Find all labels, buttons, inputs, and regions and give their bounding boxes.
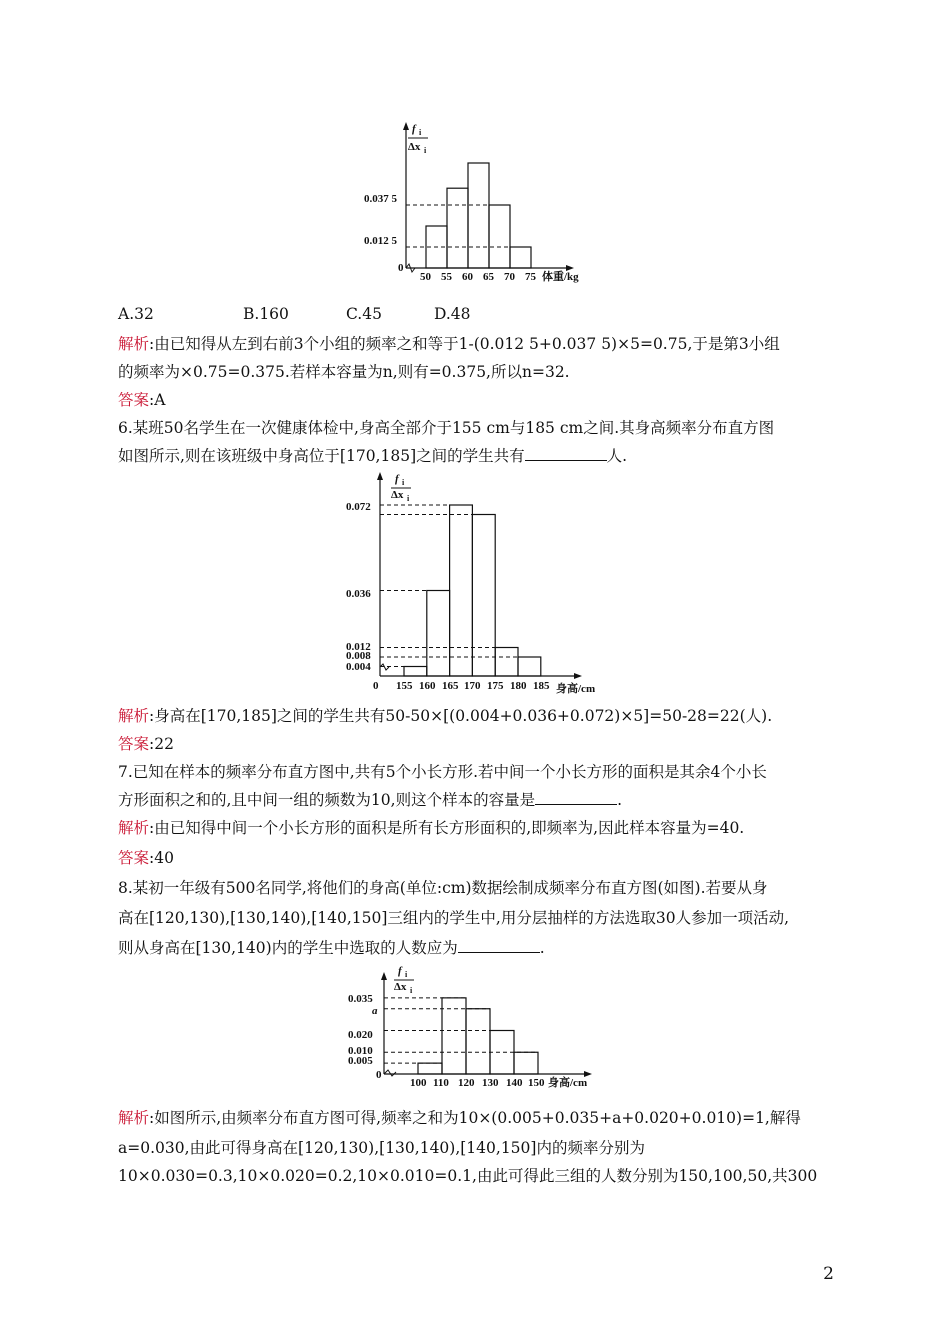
q7-answer [118,848,174,868]
x-tick-label: 170 [464,680,481,692]
option-c: C.45 [346,305,382,323]
x-axis-label: 体重/kg [542,271,579,283]
y-axis-label-sub: i [402,478,405,487]
question-text: . [539,939,545,957]
x-tick-label: 175 [487,680,504,692]
question-text: 某班50名学生在一次健康体检中,身高全部介于155 cm与185 cm之间.其身高频率分布直方图 [132,419,775,437]
solution-label: 解析 [118,707,150,725]
y-tick-label: 0.012 [346,641,371,653]
question-text: 某初一年级有500名同学,将他们的身高(单位:cm)数据绘制成频率分布直方图(如图).若要从身 [132,879,768,897]
y-axis-label-dx: Δx [408,141,421,153]
x-tick-label: 100 [410,1077,427,1089]
solution-text: :由已知得从左到右前3个小组的频率之和等于1-(0.012 5+0.037 5)×5=0.75,于是第3小组 [149,335,780,353]
y-axis-label-dx-sub: i [407,494,410,503]
histogram-bar [442,998,466,1074]
y-tick-label: 0.012 5 [364,235,397,247]
x-tick-label: 150 [528,1077,545,1089]
x-axis-label: 身高/cm [556,683,596,695]
height-histogram [340,470,620,698]
solution-text: :如图所示,由频率分布直方图可得,频率之和为10×(0.005+0.035+a+0.020+0.010)=1,解得 [149,1109,801,1127]
y-tick-label: 0.035 [348,993,373,1005]
x-axis-label: 身高/cm [548,1077,588,1089]
solution-label: 解析 [118,819,150,837]
answer-blank[interactable] [458,938,540,953]
histogram-bar [447,188,468,268]
solution-label: 解析 [118,335,150,353]
y-tick-label: 0.010 [348,1045,373,1057]
question-text: 人. [606,447,628,465]
solution-label: 解析 [118,1109,150,1127]
answer-value: :40 [149,849,174,867]
x-tick-label: 180 [510,680,527,692]
q8-solution-line1 [118,1108,801,1128]
question-text: 则从身高在[130,140)内的学生中选取的人数应为 [118,939,458,957]
page-number: 2 [823,1264,834,1284]
y-axis-label-sub: i [405,970,408,979]
histogram-bar [495,648,518,677]
option-a: A.32 [118,305,154,323]
y-axis-label-dx-sub: i [410,986,413,995]
q7-stem-line1 [118,762,767,782]
y-axis-label-dx: Δx [394,981,407,993]
q8-stem-line3 [118,938,545,958]
y-axis-label-dx-sub: i [424,146,427,155]
weight-histogram [360,118,600,288]
q5-answer [118,390,165,410]
histogram-bar [489,205,510,268]
x-tick-label: 120 [458,1077,475,1089]
x-tick-label: 155 [396,680,413,692]
x-tick-label: 165 [442,680,459,692]
question-text: 已知在样本的频率分布直方图中,共有5个小长方形.若中间一个小长方形的面积是其余4个小长 [132,763,767,781]
x-tick-label: 185 [533,680,550,692]
y-axis-label-sub: i [419,128,422,137]
q8-solution-line3: 10×0.030=0.3,10×0.020=0.2,10×0.010=0.1,由此可得此三组的人数分别为150,100,50,共300 [118,1167,818,1185]
histogram-bar [468,163,489,268]
histogram-bar [514,1052,538,1074]
answer-value: :22 [149,735,174,753]
x-tick-label: 50 [420,271,431,283]
q8-solution-line2: a=0.030,由此可得身高在[120,130),[130,140),[140,150]内的频率分别为 [118,1139,645,1157]
question-number: 6. [118,419,133,437]
y-axis-label-f: f [395,473,399,485]
q8-stem-line2: 高在[120,130),[130,140),[140,150]三组内的学生中,用分层抽样的方法选取30人参加一项活动, [118,909,790,927]
histogram-bar [450,505,473,676]
histogram-bar [466,1009,490,1074]
option-d: D.48 [434,305,471,323]
y-tick-label: 0.004 [346,661,371,673]
origin-label: 0 [398,262,404,274]
x-tick-label: 140 [506,1077,523,1089]
answer-label: 答案 [118,849,150,867]
histogram-bar [404,667,427,677]
histogram-bar [518,657,541,676]
answer-blank[interactable] [525,446,607,461]
x-tick-label: 65 [483,271,494,283]
x-tick-label: 60 [462,271,473,283]
q7-solution [118,818,744,838]
histogram-bar [427,591,450,677]
answer-label: 答案 [118,735,150,753]
q6-stem-line2 [118,446,627,466]
y-tick-label: 0.037 5 [364,193,397,205]
x-tick-label: 110 [433,1077,449,1089]
histogram-bar [418,1063,442,1074]
origin-label: 0 [373,680,379,692]
q5-solution-line1 [118,334,780,354]
y-axis-label-f: f [398,965,402,977]
y-axis-label-dx: Δx [391,489,404,501]
answer-blank[interactable] [535,790,617,805]
y-tick-label: 0.005 [348,1055,373,1067]
q8-stem-line1 [118,878,768,898]
solution-text: :身高在[170,185]之间的学生共有50-50×[(0.004+0.036+0.072)×5]=50-28=22(人). [149,707,773,725]
q5-solution-line2: 的频率为×0.75=0.375.若样本容量为n,则有=0.375,所以n=32. [118,363,570,381]
y-tick-label: 0.008 [346,650,371,662]
q6-solution [118,706,772,726]
question-text: 如图所示,则在该班级中身高位于[170,185]之间的学生共有 [118,447,525,465]
y-tick-label: 0.072 [346,501,371,513]
x-tick-label: 130 [482,1077,499,1089]
histogram-bar [510,247,531,268]
x-tick-label: 160 [419,680,436,692]
q7-stem-line2 [118,790,622,810]
grade-height-histogram [340,962,610,1098]
y-tick-label: 0.036 [346,588,371,600]
answer-label: 答案 [118,391,150,409]
histogram-bar [472,515,495,677]
option-b: B.160 [243,305,289,323]
solution-text: :由已知得中间一个小长方形的面积是所有长方形面积的,即频率为,因此样本容量为=40. [149,819,745,837]
question-text: . [617,791,623,809]
x-tick-label: 75 [525,271,536,283]
question-text: 方形面积之和的,且中间一组的频数为10,则这个样本的容量是 [118,791,536,809]
question-number: 7. [118,763,133,781]
y-tick-label: 0.020 [348,1029,373,1041]
q6-answer [118,734,174,754]
x-tick-label: 70 [504,271,515,283]
x-tick-label: 55 [441,271,452,283]
y-axis-label-f: f [412,123,416,135]
q6-stem-line1 [118,418,774,438]
answer-value: :A [149,391,166,409]
origin-label: 0 [376,1069,382,1081]
y-tick-label: a [372,1005,378,1017]
question-number: 8. [118,879,133,897]
